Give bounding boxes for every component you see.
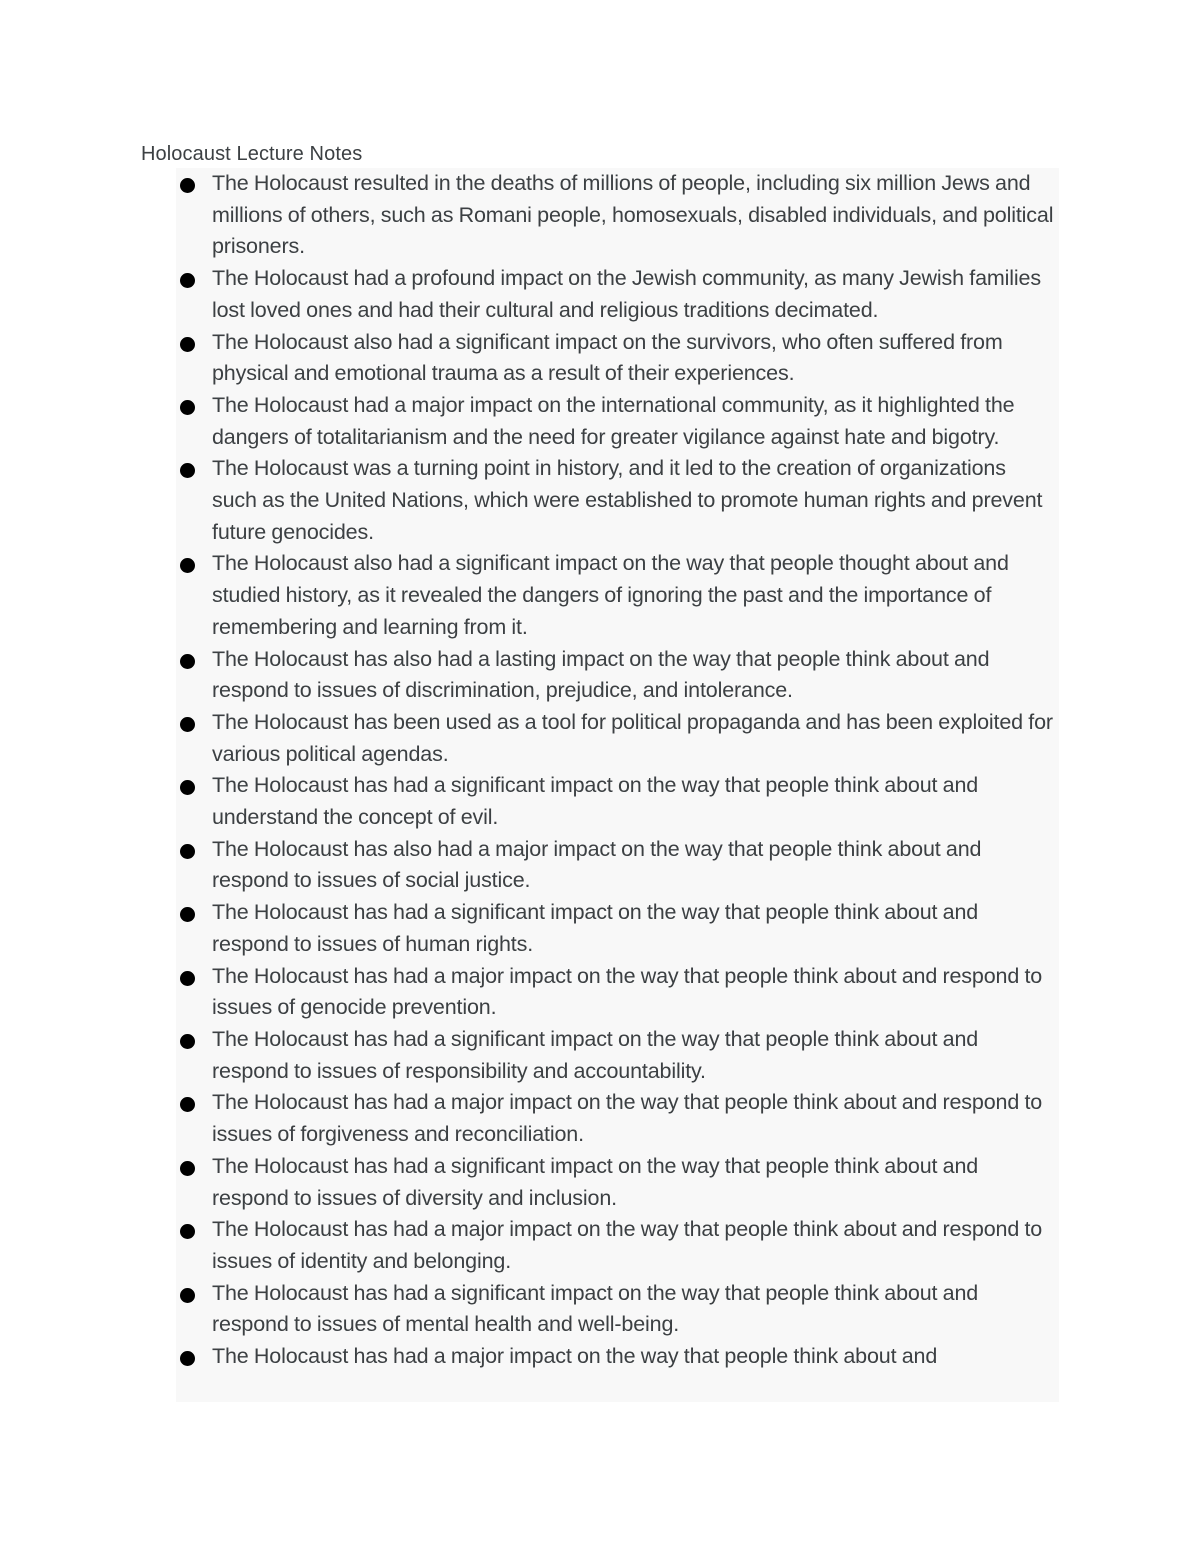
list-item — [176, 168, 1059, 263]
list-item-text: The Holocaust had a major impact on the international community, as it highlighted the dangers of totalitarianism and the need for greater vigilance against hate and bigotry. — [212, 392, 1015, 449]
list-item-text: The Holocaust has had a major impact on the way that people think about and respond to issues of identity and belonging. — [212, 1217, 1043, 1273]
bullet-icon — [180, 844, 195, 859]
list-item — [176, 1214, 1059, 1277]
list-item-text: The Holocaust had a profound impact on the Jewish community, as many Jewish families lost loved ones and had their cultural and religious traditions decimated. — [212, 266, 1041, 322]
list-item — [176, 770, 1059, 833]
bullet-icon — [180, 1224, 195, 1239]
list-item — [176, 263, 1059, 326]
list-item-text: The Holocaust has had a significant impact on the way that people think about and respond to issues of diversity and inclusion. — [212, 1153, 979, 1210]
list-item — [176, 390, 1059, 453]
document-title: Holocaust Lecture Notes — [141, 143, 363, 165]
list-item — [176, 707, 1059, 770]
list-item — [176, 1024, 1059, 1087]
list-item — [176, 1278, 1059, 1341]
list-item-text: The Holocaust has had a significant impact on the way that people think about and respond to issues of mental health and well-being. — [212, 1280, 979, 1337]
list-item-text: The Holocaust has had a major impact on the way that people think about and respond to issues of forgiveness and reconciliation. — [212, 1090, 1043, 1147]
list-item-text: The Holocaust resulted in the deaths of millions of people, including six million Jews and millions of others, such as Romani people, homosexuals, disabled individuals, and political prisoners. — [212, 171, 1054, 259]
list-item-text: The Holocaust has been used as a tool for political propaganda and has been exploited for various political agendas. — [212, 709, 1053, 766]
list-item-text: The Holocaust has had a significant impact on the way that people think about and respond to issues of responsibility and accountability. — [212, 1026, 979, 1083]
list-item — [176, 897, 1059, 960]
list-item — [176, 1151, 1059, 1214]
bullet-icon — [180, 780, 195, 795]
list-item — [176, 453, 1059, 548]
bullet-icon — [180, 1161, 195, 1176]
bullet-icon — [180, 178, 195, 193]
bullet-icon — [180, 273, 195, 288]
list-item — [176, 644, 1059, 707]
bullet-list — [176, 168, 1059, 1373]
list-item — [176, 834, 1059, 897]
list-item-text: The Holocaust has had a major impact on the way that people think about and — [212, 1344, 938, 1369]
bullet-icon — [180, 337, 195, 352]
bullet-icon — [180, 400, 195, 415]
list-item-text: The Holocaust has had a major impact on the way that people think about and respond to issues of genocide prevention. — [212, 963, 1043, 1020]
bullet-icon — [180, 463, 195, 478]
bullet-icon — [180, 558, 195, 573]
bullet-icon — [180, 1097, 195, 1112]
list-item-text: The Holocaust also had a significant impact on the way that people thought about and studied history, as it revealed the dangers of ignoring the past and the importance of remembering and learning from it. — [212, 551, 1009, 639]
bullet-icon — [180, 907, 195, 922]
list-item — [176, 1087, 1059, 1150]
list-item-text: The Holocaust has had a significant impact on the way that people think about and understand the concept of evil. — [212, 773, 979, 830]
list-item-text: The Holocaust was a turning point in history, and it led to the creation of organizations such as the United Nations, which were established to promote human rights and prevent future genocides. — [212, 456, 1043, 544]
list-item-text: The Holocaust has also had a lasting impact on the way that people think about and respond to issues of discrimination, prejudice, and intolerance. — [212, 646, 990, 703]
list-item-text: The Holocaust has had a significant impact on the way that people think about and respond to issues of human rights. — [212, 900, 979, 956]
bullet-list-area — [176, 168, 1059, 1402]
list-item — [176, 327, 1059, 390]
bullet-icon — [180, 1034, 195, 1049]
bullet-icon — [180, 654, 195, 669]
list-item-text: The Holocaust also had a significant impact on the survivors, who often suffered from physical and emotional trauma as a result of their experiences. — [212, 329, 1003, 386]
list-item-text: The Holocaust has also had a major impact on the way that people think about and respond to issues of social justice. — [212, 836, 982, 893]
bullet-icon — [180, 1351, 195, 1366]
bullet-icon — [180, 1288, 195, 1303]
list-item — [176, 1341, 1059, 1373]
bullet-icon — [180, 971, 195, 986]
list-item — [176, 548, 1059, 643]
list-item — [176, 961, 1059, 1024]
bullet-icon — [180, 717, 195, 732]
